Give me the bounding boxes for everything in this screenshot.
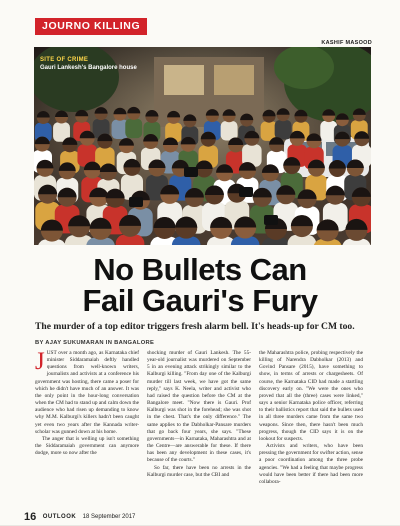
body-paragraph: So far, there have been no arrests in the Kalburgi murder case, but the CBI and [147,464,251,478]
page-number: 16 [24,510,37,523]
drop-cap: J [35,350,45,375]
photo-credit: KASHIF MASOOD [321,40,372,46]
magazine-name: OUTLOOK [42,513,77,520]
caption-label: SITE OF CRIME [40,57,89,63]
body-paragraph: Activists and writers, who have been pressing the government for swifter action, sense a poor coordination among the three probe agencies. "We had a feeling that maybe progress would have been better if there had been more collabora- [259,443,363,485]
body-column-1 [35,350,139,502]
body-paragraph: the Maharashtra police, probing respectively the killing of Narendra Dabholkar (2013) and Govind Pansare (2015), have something to show, in terms of arrests or chargesheets. Of course, the Karnataka CID had made a startling discovery early on. "We were the ones who proved that all the (three) cases were linked," says a senior Karnataka police officer, referring to their ballistics report that said the bullets used in all three murders came from the same two weapons. Since then, there hasn't been much progress, though the CID says it is on the lookout for suspects. [259,350,363,442]
body-paragraph [35,350,139,436]
crime-scene-photo [34,47,371,245]
photo-caption [40,57,150,72]
crowd-photo-illustration [34,47,371,245]
caption-text: Gauri Lankesh's Bangalore house [40,64,137,71]
headline-line-2: Fail Gauri's Fury [82,283,318,318]
body-column-2 [147,350,251,502]
headline-line-1: No Bullets Can [93,252,307,287]
paragraph-text: UST over a month ago, as Karnataka chief minister Siddaramaiah deftly handled questions from well-known writers, journalists and activists at a conference his government was hosting, there came a poser for which he didn't have much of an answer. It was the only point in the hour-long conversation when the CM had to stand up and calm down the audience who had risen up demanding to know why M.M. Kalburgi's killers hadn't been caught yet even two years after the Kannada writer-scholar was gunned down at his home. [35,350,139,435]
standfirst: The murder of a top editor triggers fresh alarm bell. It's heads-up for CM too. [35,321,355,332]
byline: BY AJAY SUKUMARAN IN BANGALORE [35,340,155,346]
issue-date: 18 September 2017 [82,513,136,520]
body-paragraph: The anger that is welling up isn't something the Siddaramaiah government can anymore dodge, more so now after the [35,435,139,457]
page-footer [24,508,136,523]
body-column-3 [259,350,363,502]
section-tag: JOURNO KILLING [35,18,147,35]
body-paragraph: shocking murder of Gauri Lankesh. The 55-year-old journalist was murdered on September 5 in an evening attack strikingly similar to the Kalburgi killing. "From day one of the Kalburgi murder till last week, we have got the same reply," says K. Neela, writer and activist who had raised the question before the CM at the Bangalore meet. "Now there is Gauri. Prof Kalburgi was shot in the forehead; she was shot in the chest. That's the only difference." The same applies to the Dabholkar-Pansare murders that go back four years, she says. "These governments—in Karnataka, Maharashtra and at the Centre—are answerable for these. If there has been any development in these cases, it's because of the courts." [147,350,251,464]
